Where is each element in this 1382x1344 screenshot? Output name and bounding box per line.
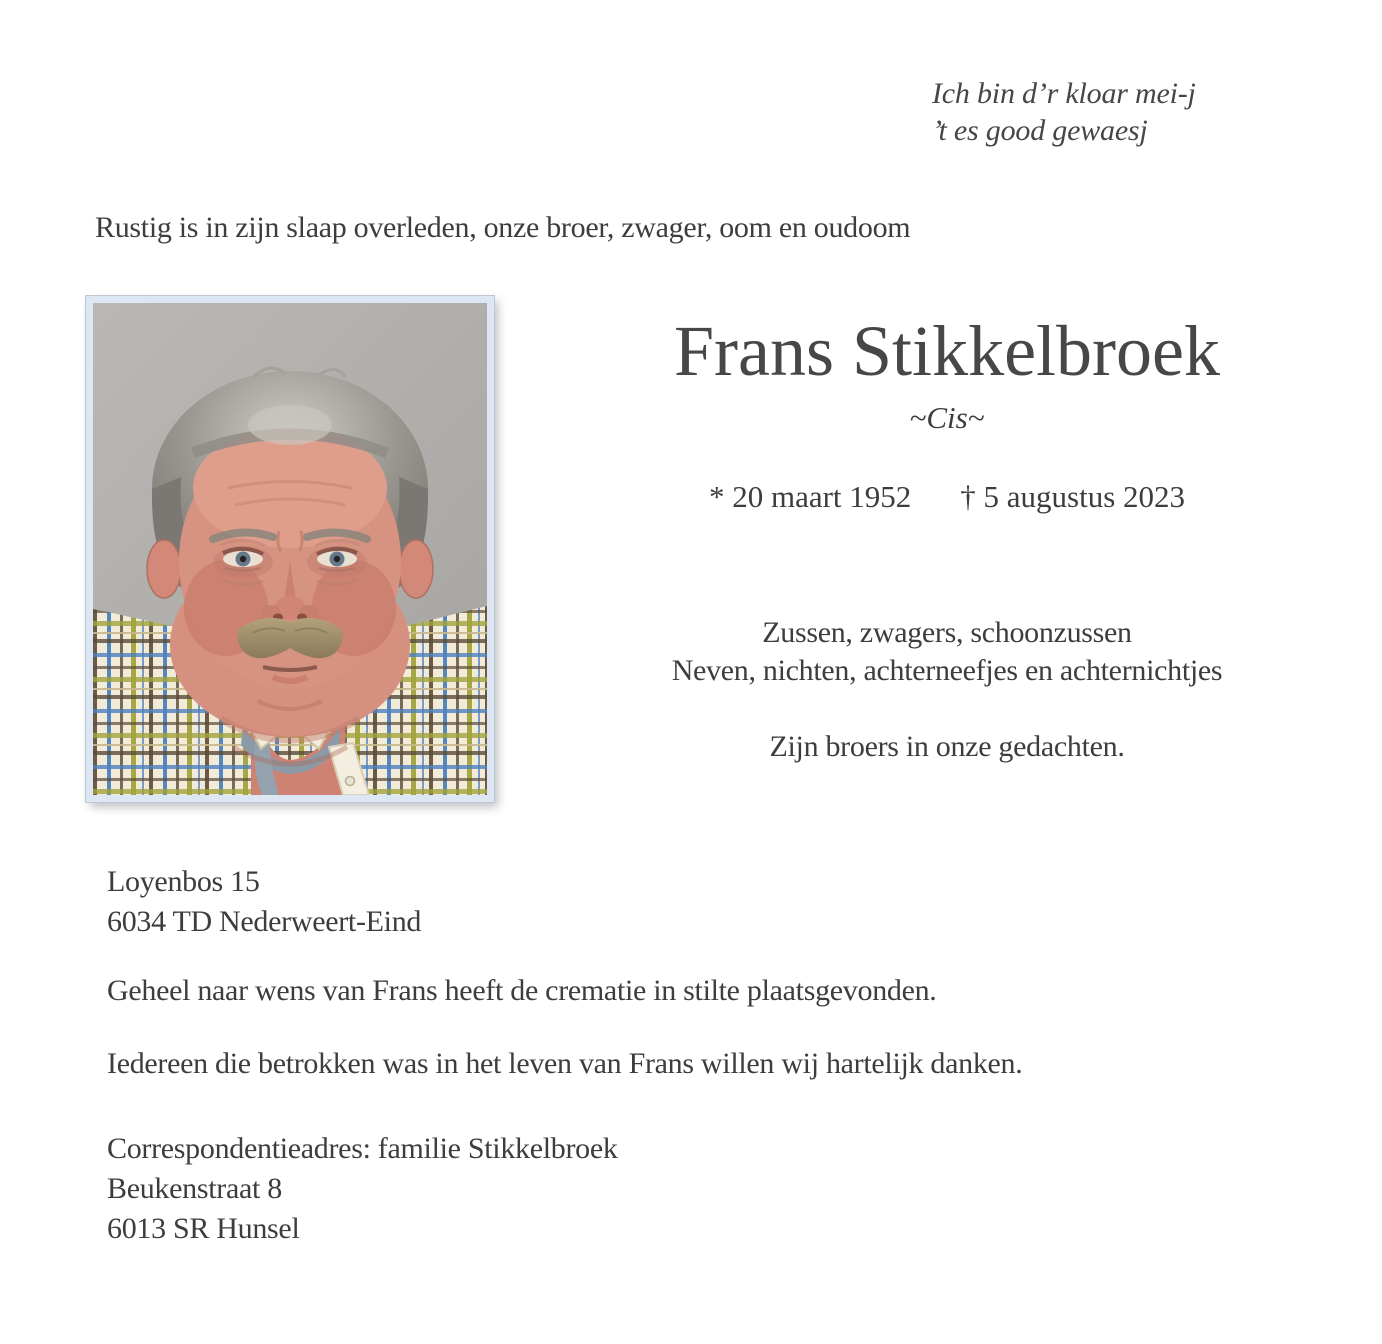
family-line-1: Zussen, zwagers, schoonzussen [762, 616, 1132, 649]
correspondence-city: 6013 SR Hunsel [107, 1212, 300, 1245]
quote-line-1: Ich bin d’r kloar mei-j [932, 77, 1196, 110]
cremation-notice: Geheel naar wens van Frans heeft de crematie in stilte plaatsgevonden. [107, 974, 937, 1007]
life-dates [512, 479, 1382, 515]
opening-line: Rustig is in zijn slaap overleden, onze broer, zwager, oom en oudoom [95, 211, 911, 244]
birth-date: * 20 maart 1952 [708, 479, 912, 514]
correspondence-address [107, 1129, 618, 1249]
remembrance-line: Zijn broers in onze gedachten. [769, 730, 1125, 763]
portrait-photo-svg [93, 303, 487, 795]
thanks-line: Iedereen die betrokken was in het leven van Frans willen wij hartelijk danken. [107, 1047, 1023, 1080]
correspondence-label: Correspondentieadres: familie Stikkelbroek [107, 1132, 618, 1165]
correspondence-street: Beukenstraat 8 [107, 1172, 282, 1205]
dialect-quote [932, 75, 1196, 149]
surviving-family [512, 614, 1382, 690]
death-date: † 5 augustus 2023 [960, 479, 1186, 514]
deceased-name: Frans Stikkelbroek [674, 311, 1220, 391]
home-address [107, 862, 421, 942]
quote-line-2: ’t es good gewaesj [932, 114, 1148, 147]
address-city: 6034 TD Nederweert-Eind [107, 905, 422, 938]
family-line-2: Neven, nichten, achterneefjes en achternichtjes [671, 654, 1223, 687]
address-street: Loyenbos 15 [107, 865, 260, 898]
deceased-nickname: ~Cis~ [909, 400, 985, 435]
portrait-photo [86, 296, 494, 802]
